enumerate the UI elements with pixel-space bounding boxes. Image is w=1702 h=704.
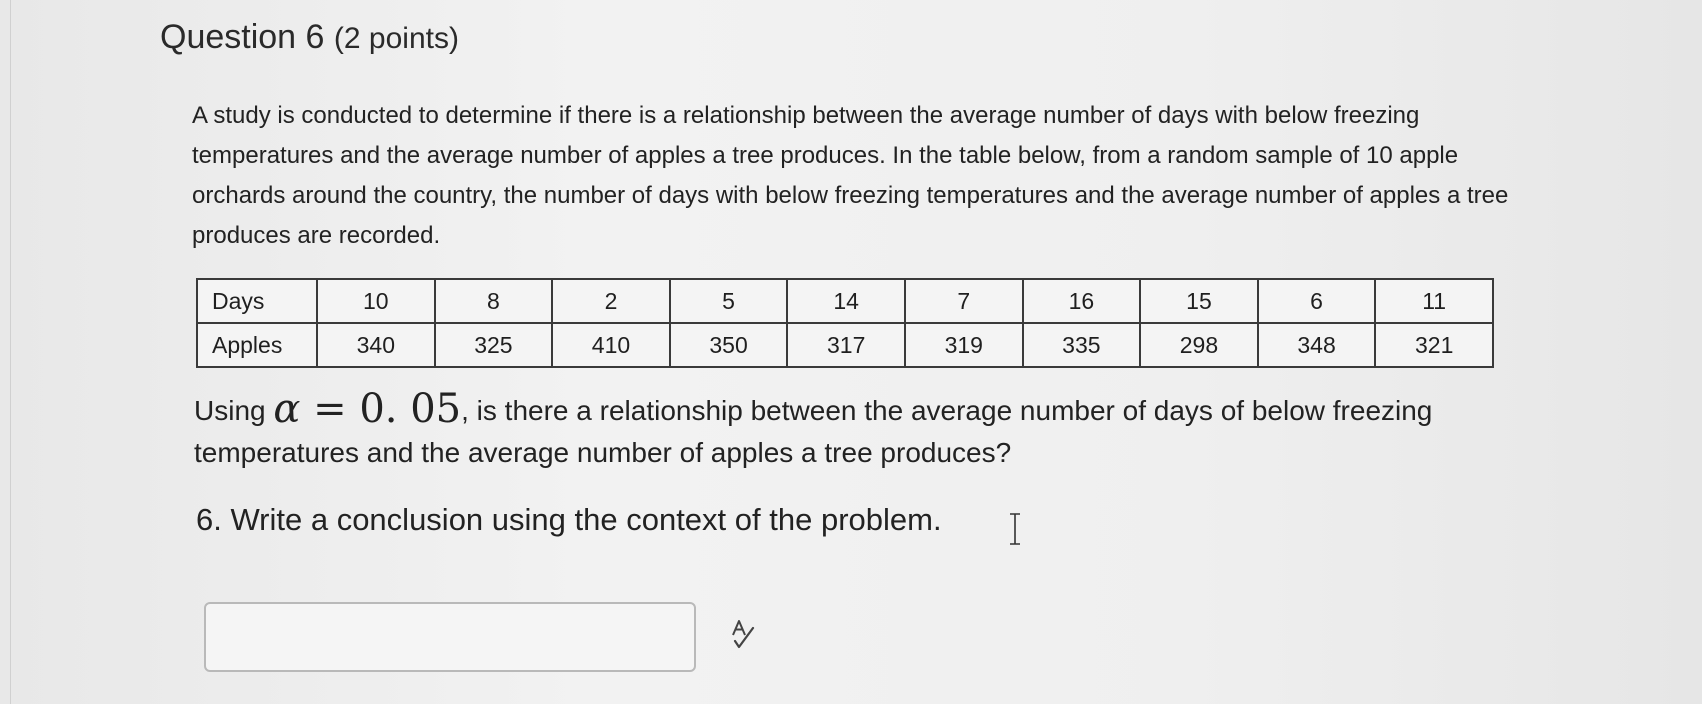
table-cell: 321 xyxy=(1375,323,1493,367)
spellcheck-icon[interactable] xyxy=(728,620,758,650)
alpha-value: = 0. 05 xyxy=(300,386,462,432)
table-cell: 2 xyxy=(552,279,670,323)
table-cell: 325 xyxy=(435,323,553,367)
table-cell: 410 xyxy=(552,323,670,367)
alpha-expression xyxy=(273,386,461,432)
table-row-apples xyxy=(197,323,1493,367)
table-cell: 335 xyxy=(1023,323,1141,367)
alpha-symbol: α xyxy=(273,386,301,432)
table-cell: 348 xyxy=(1258,323,1376,367)
table-cell: 15 xyxy=(1140,279,1258,323)
table-cell: 14 xyxy=(787,279,905,323)
table-cell: 10 xyxy=(317,279,435,323)
hypothesis-question xyxy=(194,388,1494,474)
subquestion-label: 6. Write a conclusion using the context of the problem. xyxy=(196,502,942,537)
table-cell: 8 xyxy=(435,279,553,323)
question-text-after: , is there a relationship between the average number of days of below freezing temperatures and the average number of apples a tree produces? xyxy=(194,395,1433,468)
question-number: Question 6 xyxy=(160,18,325,56)
text-cursor-icon xyxy=(1008,512,1022,546)
data-table xyxy=(196,278,1494,368)
question-prompt: A study is conducted to determine if there is a relationship between the average number of days with below freezing temperatures and the average number of apples a tree produces. In the table below, from a random sample of 10 apple orchards around the country, the number of days with below freezing temperatures and the average number of apples a tree produces are recorded. xyxy=(192,102,1509,249)
table-cell: 6 xyxy=(1258,279,1376,323)
table-cell: 16 xyxy=(1023,279,1141,323)
table-cell: 340 xyxy=(317,323,435,367)
question-text-before: Using xyxy=(194,395,274,426)
table-row-days xyxy=(197,279,1493,323)
row-header-apples: Apples xyxy=(197,323,317,367)
question-points: (2 points) xyxy=(333,22,459,55)
table-cell: 11 xyxy=(1375,279,1493,323)
table-cell: 350 xyxy=(670,323,788,367)
table-cell: 5 xyxy=(670,279,788,323)
table-cell: 298 xyxy=(1140,323,1258,367)
left-edge-divider xyxy=(0,0,11,704)
table-cell: 319 xyxy=(905,323,1023,367)
table-cell: 317 xyxy=(787,323,905,367)
question-title xyxy=(160,18,459,57)
table-cell: 7 xyxy=(905,279,1023,323)
row-header-days: Days xyxy=(197,279,317,323)
answer-input[interactable] xyxy=(204,602,696,672)
